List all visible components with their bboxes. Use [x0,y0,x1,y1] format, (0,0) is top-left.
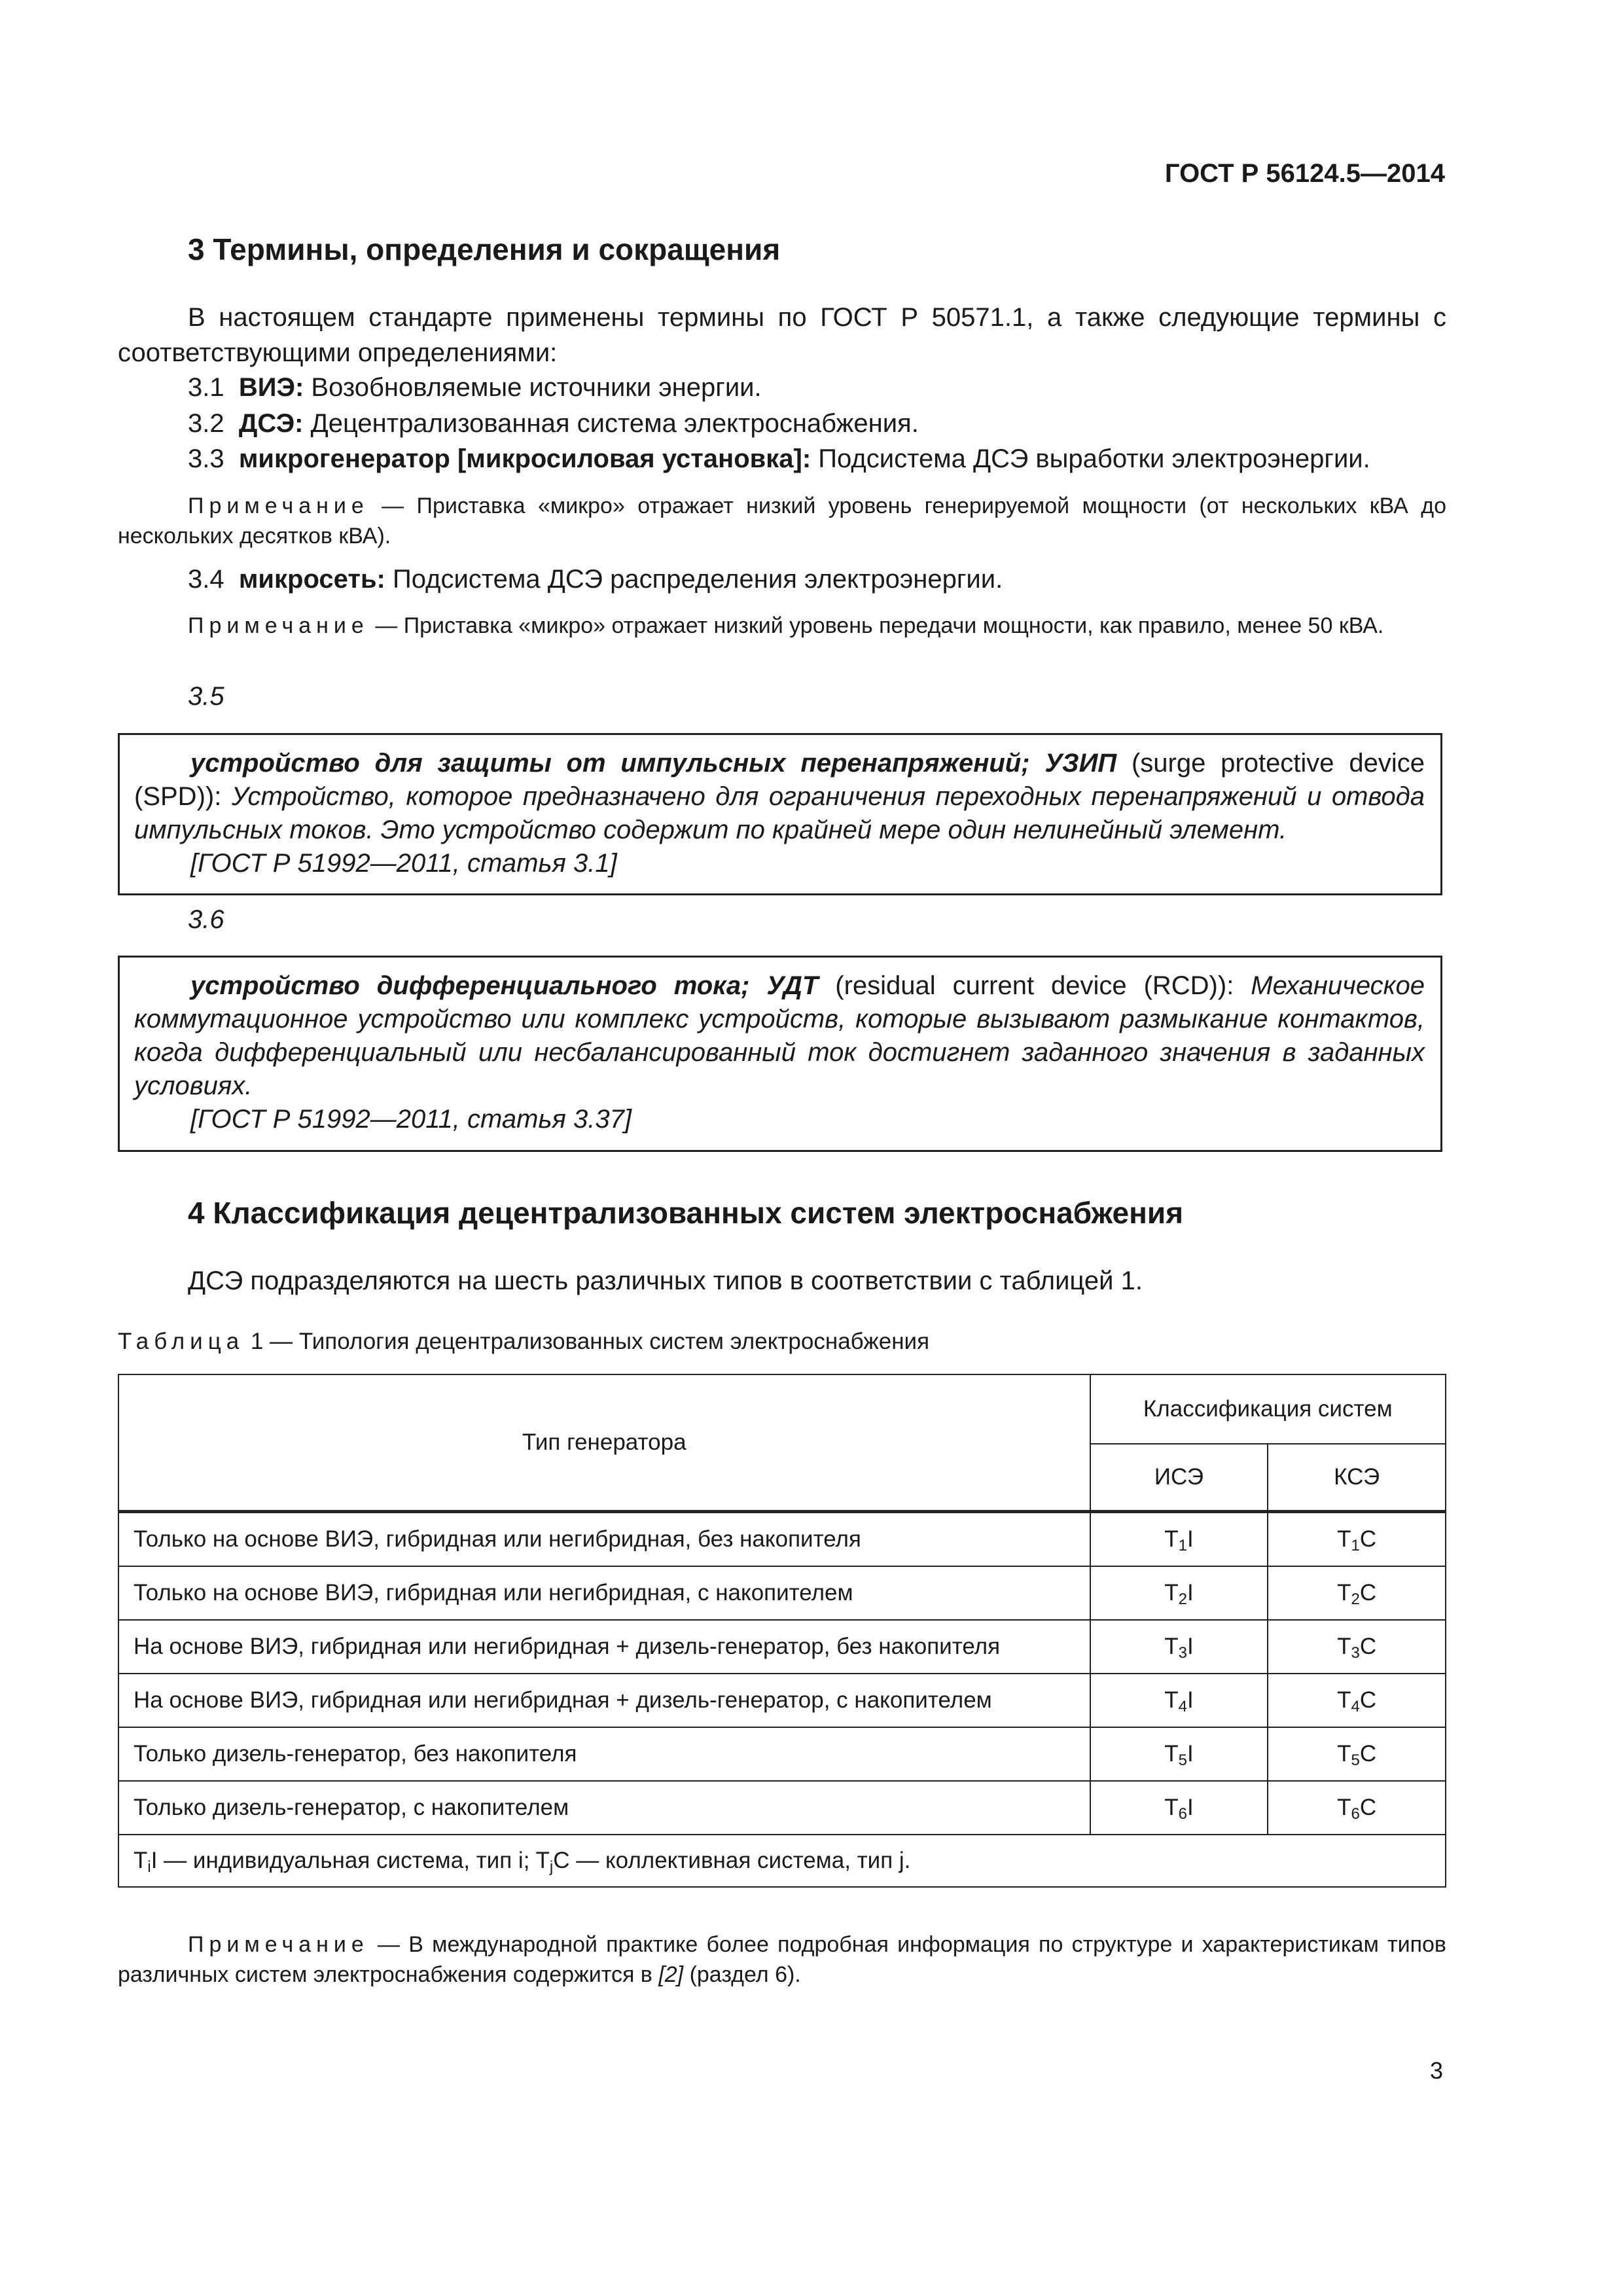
generator-type-cell: На основе ВИЭ, гибридная или негибридная + дизель-генератор, с накопителем [118,1674,1090,1727]
generator-type-cell: На основе ВИЭ, гибридная или негибридная + дизель-генератор, без накопителя [118,1620,1090,1674]
table-row [118,1727,1446,1781]
term-3-6-number: 3.6 [188,905,224,934]
note-3-4: Примечание — Приставка «микро» отражает низкий уровень передачи мощности, как правило, менее 50 кВА. [188,613,1384,638]
kse-code-cell: $T_4C$ [1268,1674,1446,1727]
ise-code-cell: $T_5I$ [1090,1727,1268,1781]
ise-code-cell: $T_1I$ [1090,1512,1268,1567]
generator-type-cell: Только на основе ВИЭ, гибридная или негибридная, без накопителя [118,1512,1090,1567]
document-code: ГОСТ Р 56124.5—2014 [1164,159,1445,188]
kse-code-cell: $T_3C$ [1268,1620,1446,1674]
term-3-1: 3.1 ВИЭ: Возобновляемые источники энергии. [188,373,762,402]
generator-type-cell: Только дизель-генератор, без накопителя [118,1727,1090,1781]
kse-code-cell: $T_1C$ [1268,1512,1446,1567]
ise-code-cell: $T_6I$ [1090,1781,1268,1835]
header-kse: КСЭ [1268,1444,1446,1512]
term-3-4: 3.4 микросеть: Подсистема ДСЭ распределения электроэнергии. [188,565,1003,594]
header-generator-type: Тип генератора [118,1374,1090,1512]
table-row [118,1674,1446,1727]
generator-type-cell: Только на основе ВИЭ, гибридная или негибридная, с накопителем [118,1566,1090,1620]
table-row [118,1512,1446,1567]
table-1 [118,1374,1446,1888]
kse-code-cell: $T_5C$ [1268,1727,1446,1781]
section-3-intro: В настоящем стандарте применены термины по ГОСТ Р 50571.1, а также следующие термины с соответствующими определениями: [118,303,1446,367]
term-3-5-box: устройство для защиты от импульсных перенапряжений; УЗИП (surge protective device (SPD)): Устройство, которое предназначено для ограничения переходных перенапряжений и отвода импульсных токов. Это устройство содержит по крайней мере один нелинейный элемент. [ГОСТ Р 51992—2011, статья 3.1] [118,733,1442,895]
term-3-2: 3.2 ДСЭ: Децентрализованная система электроснабжения. [188,409,919,438]
table-footnote: $T_iI$ — индивидуальная система, тип i; $T_jC$ — коллективная система, тип j. [118,1835,1446,1887]
term-3-6-box: устройство дифференциального тока; УДТ (residual current device (RCD)): Механическое коммутационное устройство или комплекс устройств, которые вызывают размыкание контактов, когда дифференциальный или несбалансированный ток достигнет заданного значения в заданных условиях. [ГОСТ Р 51992—2011, статья 3.37] [118,956,1442,1152]
header-ise: ИСЭ [1090,1444,1268,1512]
table-row [118,1620,1446,1674]
ise-code-cell: $T_2I$ [1090,1566,1268,1620]
table-footnote-row [118,1835,1446,1887]
note-3-3: Примечание — Приставка «микро» отражает низкий уровень генерируемой мощности (от нескольких кВА до нескольких десятков кВА). [118,493,1446,548]
section-4-intro: ДСЭ подразделяются на шесть различных типов в соответствии с таблицей 1. [188,1266,1143,1295]
section-3-title: 3 Термины, определения и сокращения [188,232,781,266]
table-1-caption: Таблица 1 — Типология децентрализованных систем электроснабжения [118,1329,930,1354]
generator-type-cell: Только дизель-генератор, с накопителем [118,1781,1090,1835]
term-3-5-reference: [ГОСТ Р 51992—2011, статья 3.1] [190,849,617,878]
table-row [118,1781,1446,1835]
term-3-3: 3.3 микрогенератор [микросиловая установка]: Подсистема ДСЭ выработки электроэнергии. [188,444,1370,473]
table-row [118,1566,1446,1620]
page-number: 3 [1429,2057,1443,2084]
section-4-title: 4 Классификация децентрализованных систем электроснабжения [188,1196,1184,1230]
note-table-1: Примечание — В международной практике более подробная информация по структуре и характеристикам типов различных систем электроснабжения содержится в [2] (раздел 6). [118,1932,1446,1987]
header-system-classification: Классификация систем [1090,1374,1446,1444]
kse-code-cell: $T_6C$ [1268,1781,1446,1835]
ise-code-cell: $T_3I$ [1090,1620,1268,1674]
term-3-5-number: 3.5 [188,682,224,711]
ise-code-cell: $T_4I$ [1090,1674,1268,1727]
term-3-6-reference: [ГОСТ Р 51992—2011, статья 3.37] [190,1105,632,1134]
kse-code-cell: $T_2C$ [1268,1566,1446,1620]
